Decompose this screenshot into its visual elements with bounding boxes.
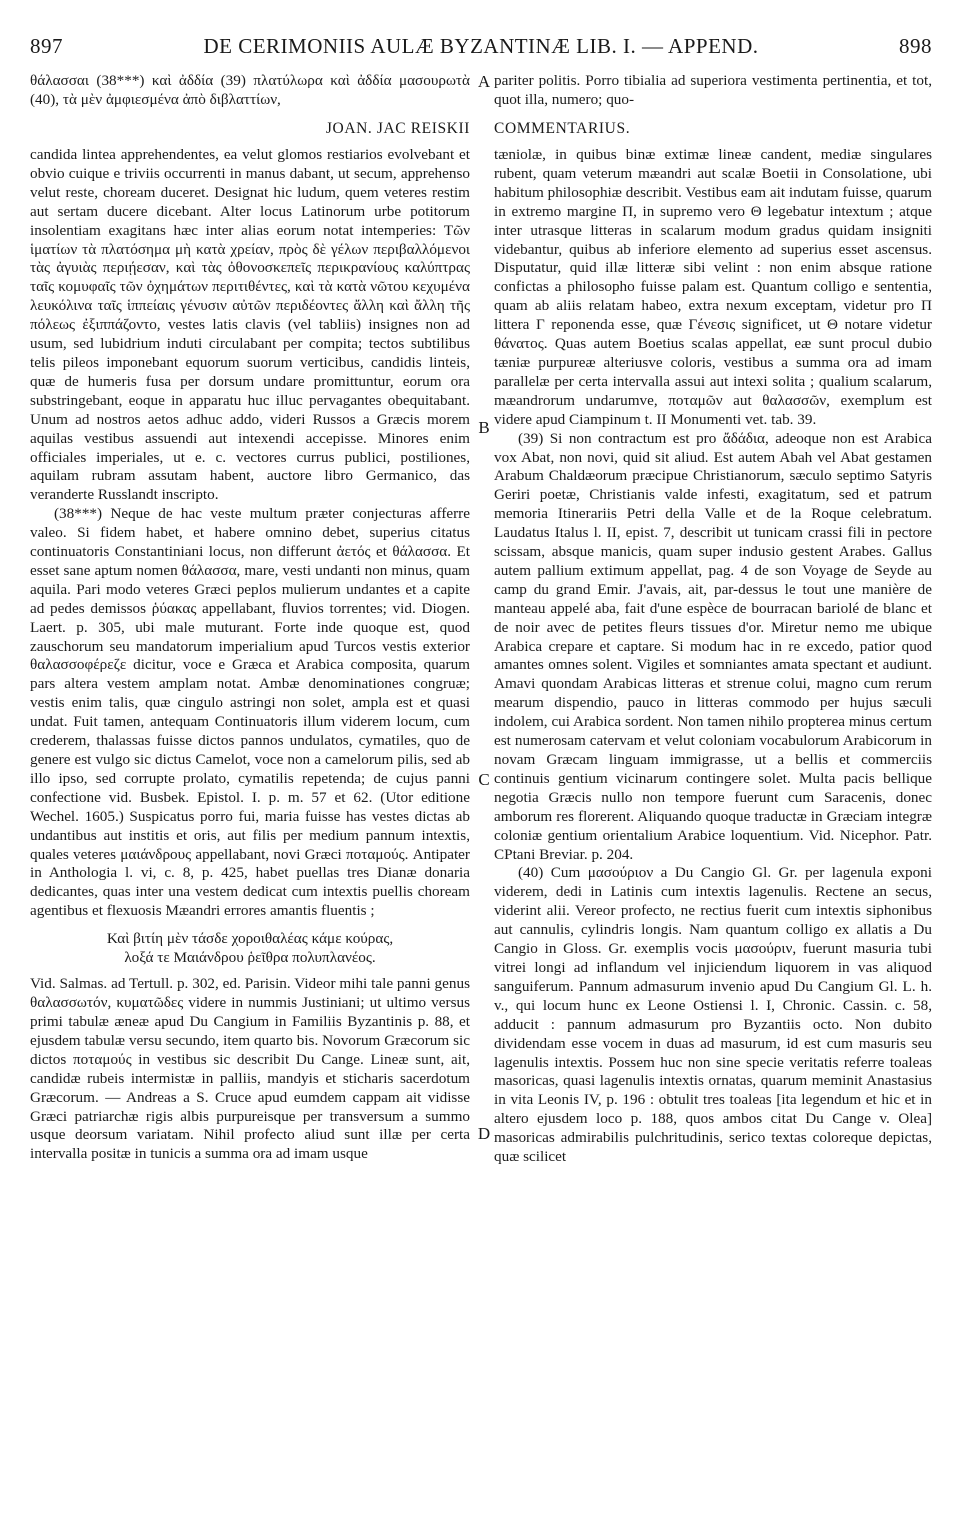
commentary-heading-right: COMMENTARIUS. xyxy=(494,120,631,137)
margin-letter-d: D xyxy=(477,1124,491,1143)
right-paragraph-1: tæniolæ, in quibus binæ extimæ lineæ candent, mediæ singulares rubent, quam veterum mæandri aut scalæ Boetii in Consolatione, ubi habitum philosophiæ describit. Vestibus eam ait indutam fuisse, quarum in extremo margine Π, in supremo vero Θ legebatur intextum ; atque inter utrasque litteras in scalarum modum gradus quidam insigniti videbantur, quibus ab inferiore elemento ad superius esset ascensus. Disputatur, quid illæ litteræ sibi velint : non enim absque ratione confictas a philosopho fuisse palam est. Quantum colligo e sententia, quam ab aliis relatam habeo, extra nexum exceptam, videtur pro Π littera Γ reponenda esse, quæ Γένεσις significet, ut Θ notare videtur θάνατος. Quas autem Boetius scalas appellat, eæ sunt procul dubio tæniæ purpureæ alteriusve coloris, vestibus a summa ora ad imam parallelæ per certa intervalla assui aut intexi solita ; qualium scalarum, mæandrorum undarumve, ποταμῶν aut θαλασσῶν, exemplum est videre apud Ciampinum t. II Monumenti vet. tab. 39. xyxy=(494,146,932,428)
commentary-heading-left: JOAN. JAC REISKII xyxy=(325,120,470,137)
left-column xyxy=(30,146,470,1164)
greek-verse xyxy=(30,929,470,967)
latin-text-top-right: pariter politis. Porro tibialia ad superiora vestimenta pertinentia, et tot, quot illa, numero; quo- xyxy=(494,72,932,108)
verse-line-2: λοξά τε Μαιάνδρου ῥεῖθρα πολυπλανέος. xyxy=(124,949,376,967)
margin-letter-c: C xyxy=(478,770,490,789)
running-header xyxy=(30,34,932,58)
left-paragraph-1: candida lintea apprehendentes, ea velut glomos restiarios evolvebant et obvio cuique e triviis occurrenti in manus dabant, ut secum, apprehenso velut reste, choream duceret. Designat hic ludum, quem veteres restim aut sertam ducere dicebant. Alter locus Latinorum urbe potitorum insolentiam exagitans hæc inter alias eorum notat intemperies: Τῶν ἱματίων τὰ πλατόσημα μὴ κατὰ χρείαν, πρὸς δὲ γέλων περιβαλλόμενοι τὰς ἀγυιὰς περιῄεσαν, καὶ τὰς ὀθονοσκεπεῖς περικρανίους καλύπτρας ταῖς κομυφαῖς τῶν ὀχημάτων περιτιθέντες, καὶ τὰ κατὰ νῶτου κεχυμένα λευκόλινα ταῖς ἱππείαις γένυσιν αὐτῶν περιδέοντες ἄλλη καὶ ἄλλη τῆς πόλεως ἐξιππάζοντο, vestes latis clavis (vel tabliis) insignes non ad usum, sed lubidrium induti circulabant per compita; tectos subtilibus telis pileos imponebant equorum suorum verticibus, candidis linteis, quæ de humeris fusa per dorsum undare promittuntur, eorum ora substringebant, eoque in apparatu huc illuc pervagantes obequitabant. Unum ad nostros aetos adhuc addo, videri Russos a Græcis morem aquilas vestibus assuendi aut intexendi accepisse. Minores enim officiales imperiales, ut e. c. vectores currus publici, postiliones, aquilam rubram assutam habent, auctore libro Germanico, das veranderte Russlandt inscripto. xyxy=(30,146,470,504)
right-paragraph-3: (40) Cum μασούριον a Du Cangio Gl. Gr. per lagenula exponi viderem, dedi in Latinis cum intextis lagenulis. Rectene an secus, viderint alii. Vereor profecto, ne rectius fuerit cum intextis siphonibus aut cannulis, cylindris longis. Nam quantum colligo ex allatis a Du Cangio in Gloss. Gr. exemplis vocis μασούριν, fuerunt masuria tubi vitrei longi ad inflandum vel injiciendum liquorem in vas aliquod sanguiferum. Pannum admasurum invenio apud Du Cangium Gl. L. h. v., qui locum hunc ex Leone Ostiensi l. I, Chronic. Cassin. c. 58, adducit : pannum admasurum pro Byzantiis octo. Non dubito dividendam esse vocem in duas ad masurum, id est cum masuris seu lagenulis intextis. Possem huc non sine specie veritatis referre toaleas masoricas, quasi lagenulis intextis ornatas, quarum meminit Anastasius in vita Leonis IV, p. 196 : obtulit tres toaleas [ita legendum et hic et in altero ejusdem loco p. 188, quos ambos citat Du Cange v. Olea] masoricas admirabilis pulchritudinis, serico textas coloreque depictas, quæ scilicet xyxy=(494,864,932,1166)
right-paragraph-2: (39) Si non contractum est pro ἄδάδια, adeoque non est Arabica vox Abat, non novi, quid sit aliud. Est autem Abah vel Abat gestamen Arabum Chaldæorum præcipue Christianorum, sæculo septimo Satyris Geriri poetæ, Christianis valde infesti, exagitatum, sed et patrum memoria Itinerariis Petri della Valle et de la Roque celebratum. Laudatus Italus l. II, epist. 7, describit ut tunicam crassi fili in pectore scissam, absque manicis, quam super indusio gestent Arabes. Gallus autem pallium extimum appellat, pag. 4 de son Voyage de Seyde au camp du grand Emir. J'avais, ait, par-dessus le tout une manière de manteau appelé aba, fait d'une espèce de bourracan bariolé de blanc et de noir avec de petites fleurs tissues d'or. Miretur nemo me ubique Arabica crepare et captare. Si modum hac in re excedo, patior quod amantes omnes solent. Vigiles et somniantes amata spectant et audiunt. Amavi quondam Arabicas litteras et strenue colui, magno cum rerum mearum dispendio, pauco in litteras commodo per hujus sæculi indolem, cui Arabica sordent. Non tamen nihilo propterea minus certum est numerosam catervam et velut coloniam vocabulorum Arabicorum in novam Græcam linguam immigrasse, ut a bellis et commerciis continuis gentium vicinarum contingere solet. Multa pacis bellique negotia Græcis nullo non tempore fuerunt cum Saracenis, donec amborum res florerent. Aliquando quoque traductæ in Græciam integræ coloniæ gentium orientalium Arabice loquentium. Vid. Nicephor. Patr. CPtani Breviar. p. 204. xyxy=(494,429,932,863)
greek-text-top-left: θάλασσαι (38***) καὶ ἀδδία (39) πλατύλωρα καὶ ἀδδία μασουρωτὰ (40), τὰ μὲν ἀμφιεσμένα ἀπὸ διβλαττίων, xyxy=(30,72,470,108)
page-number-right: 898 xyxy=(899,34,932,58)
left-paragraph-2: (38***) Neque de hac veste multum præter conjecturas afferre valeo. Si fidem habet, et habere omnino debet, superius citatus continuatoris Constantiniani locus, non differunt ἀετός et θάλασσα. Et esset sane aptum nomen θάλασσα, mare, vesti undanti non minus, quam aquila. Pari modo veteres Græci peplos mulierum undantes et a capite ad pedes demissos ῥύακας appellabant, fluvios torrentes; vid. Diogen. Laert. p. 305, ubi male muturant. Forte inde quoque est, quod zauschorum seu mandatorum imperialium apud Turcos vestis exterior θαλασσοφέρεζε dicitur, voce e Græca et Arabica composita, quarum pars altera vestem amplam notat. Ambæ denominationes congruæ; vestis enim talis, quæ cingulo astringi non solet, ampla est et quasi undat. Fuit tamen, antequam Continuatoris illum viderem locum, cum crederem, thalassas fuisse dictos pannos undulatos, cymatiles, quo de genere est vulgo sic dictus Camelot, voce non a camelorum pilis, sed ab illo ipso, sed corrupte prolato, cymatilis repetenda; de cujus panni confectione vid. Busbek. Epistol. I. p. m. 57 et 62. (Utor editione Wechel. 1605.) Suspicatus porro fui, maria fuisse has vestes dictas ab undantibus aut institis et oris, aut filis per medium pannum intextis, quales veteres μαιάνδρους appellabant, novi Græci ποταμούς. Antipater in Anthologia l. vi, c. 8, p. 425, habet puellas tres Dianæ donaria dedicantes, quas inter una vestem dedicat cum intextis puellis choream agentibus et flexuosis Mæandri errores amantis fluentis ; xyxy=(30,505,470,920)
running-title: DE CERIMONIIS AULÆ BYZANTINÆ LIB. I. — APPEND. xyxy=(203,34,759,58)
verse-line-1: Καὶ βιτίη μὲν τάσδε χοροιθαλέας κάμε κούρας, xyxy=(106,930,394,948)
right-column xyxy=(494,146,932,1167)
margin-letter-a: A xyxy=(477,72,491,91)
page-number-left: 897 xyxy=(30,34,63,58)
margin-letter-b: B xyxy=(478,418,490,437)
left-paragraph-3: Vid. Salmas. ad Tertull. p. 302, ed. Parisin. Videor mihi tale panni genus θαλασσωτόν, κυματῶδες videre in nummis Justiniani; ut ultimo versus primi tabulæ æneæ apud Du Cangium in Familiis Byzantinis p. 88, et ejusdem tabulæ versu secundo, item quarto bis. Novorum Græcorum sic dictos ποταμούς in vestibus sic describit Du Cange. Lineæ sunt, ait, candidæ rubeis intermistæ in palliis, mandyis et sticharis sacerdotum Græcorum. — Andreas a S. Cruce apud eumdem cappam ait vidisse Græci patriarchæ rigis albis purpureisque per transversum a summo usque deorsum variatam. Nihil profecto aliud sunt illæ per certa intervalla positæ in tunicis a summa ora ad imam usque xyxy=(30,975,470,1163)
